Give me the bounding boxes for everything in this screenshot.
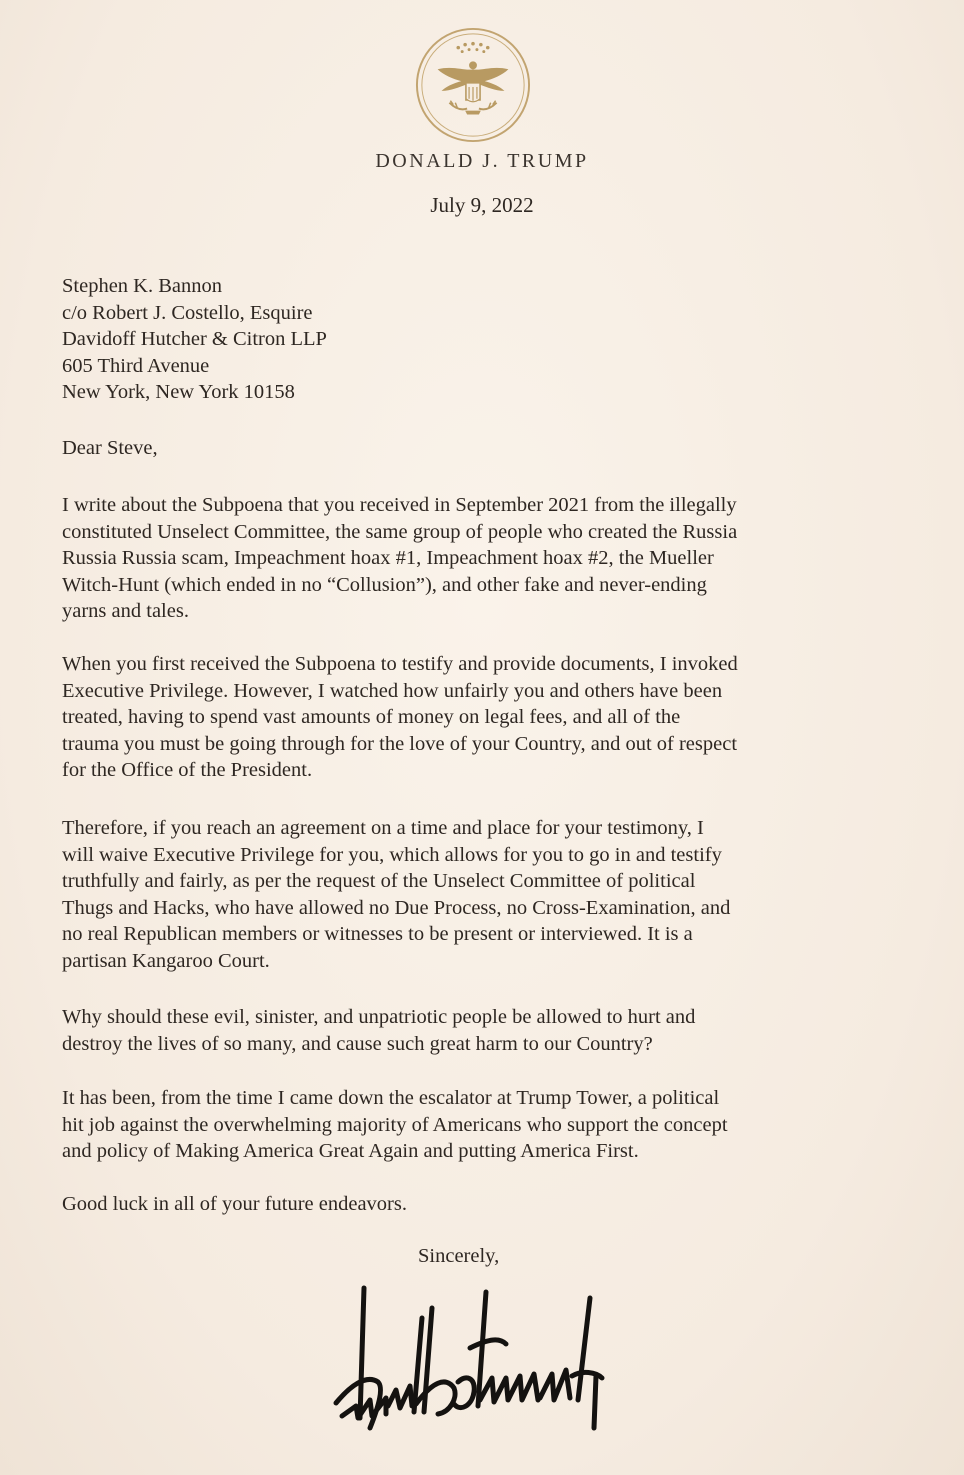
presidential-seal-icon (414, 26, 532, 144)
body-paragraph-6 (62, 1191, 407, 1218)
paragraph-line: Witch-Hunt (which ended in no “Collusion”), and other fake and never-ending (62, 573, 707, 596)
paragraph-line: Therefore, if you reach an agreement on a time and place for your testimony, I (62, 817, 704, 839)
paragraph-line: partisan Kangaroo Court. (62, 949, 270, 972)
letter-date: July 9, 2022 (430, 193, 534, 217)
address-line: Stephen K. Bannon (62, 275, 222, 297)
paragraph-line: and policy of Making America Great Again and putting America First. (62, 1140, 639, 1162)
letterhead-name: DONALD J. TRUMP (375, 150, 589, 172)
recipient-address (62, 273, 327, 406)
paragraph-line: Good luck in all of your future endeavors. (62, 1193, 407, 1215)
body-paragraph-4 (62, 1004, 695, 1057)
address-line: c/o Robert J. Costello, Esquire (62, 301, 313, 324)
paragraph-line: Why should these evil, sinister, and unpatriotic people be allowed to hurt and (62, 1006, 696, 1028)
paragraph-line: It has been, from the time I came down the escalator at Trump Tower, a political (62, 1087, 720, 1109)
paragraph-line: for the Office of the President. (62, 759, 313, 781)
paragraph-line: destroy the lives of so many, and cause such great harm to our Country? (62, 1032, 653, 1055)
body-paragraph-1 (62, 492, 737, 625)
paragraph-line: Russia Russia scam, Impeachment hoax #1, Impeachment hoax #2, the Mueller (62, 547, 714, 569)
paragraph-line: trauma you must be going through for the love of your Country, and out of respect (62, 732, 738, 755)
paragraph-line: no real Republican members or witnesses to be present or interviewed. It is a (62, 923, 693, 945)
paragraph-line: Thugs and Hacks, who have allowed no Due Process, no Cross-Examination, and (62, 896, 731, 919)
paragraph-line: When you first received the Subpoena to testify and provide documents, I invoked (62, 653, 738, 675)
body-paragraph-2 (62, 651, 738, 784)
address-line: Davidoff Hutcher & Citron LLP (62, 328, 327, 350)
paragraph-line: Executive Privilege. However, I watched how unfairly you and others have been (62, 679, 723, 702)
paragraph-line: yarns and tales. (62, 600, 189, 622)
paragraph-line: will waive Executive Privilege for you, which allows for you to go in and testify (62, 843, 722, 866)
body-paragraph-5 (62, 1085, 728, 1165)
paragraph-line: I write about the Subpoena that you received in September 2021 from the illegally (62, 494, 737, 516)
paragraph-line: constituted Unselect Committee, the same group of people who created the Russia (62, 520, 738, 543)
closing: Sincerely, (418, 1245, 500, 1267)
paragraph-line: treated, having to spend vast amounts of money on legal fees, and all of the (62, 706, 681, 728)
paragraph-line: truthfully and fairly, as per the request of the Unselect Committee of political (62, 870, 696, 892)
salutation: Dear Steve, (62, 437, 158, 459)
address-line: 605 Third Avenue (62, 354, 210, 377)
handwritten-signature (320, 1278, 620, 1438)
body-paragraph-3 (62, 815, 730, 974)
address-line: New York, New York 10158 (62, 381, 295, 403)
paragraph-line: hit job against the overwhelming majority of Americans who support the concept (62, 1113, 728, 1136)
